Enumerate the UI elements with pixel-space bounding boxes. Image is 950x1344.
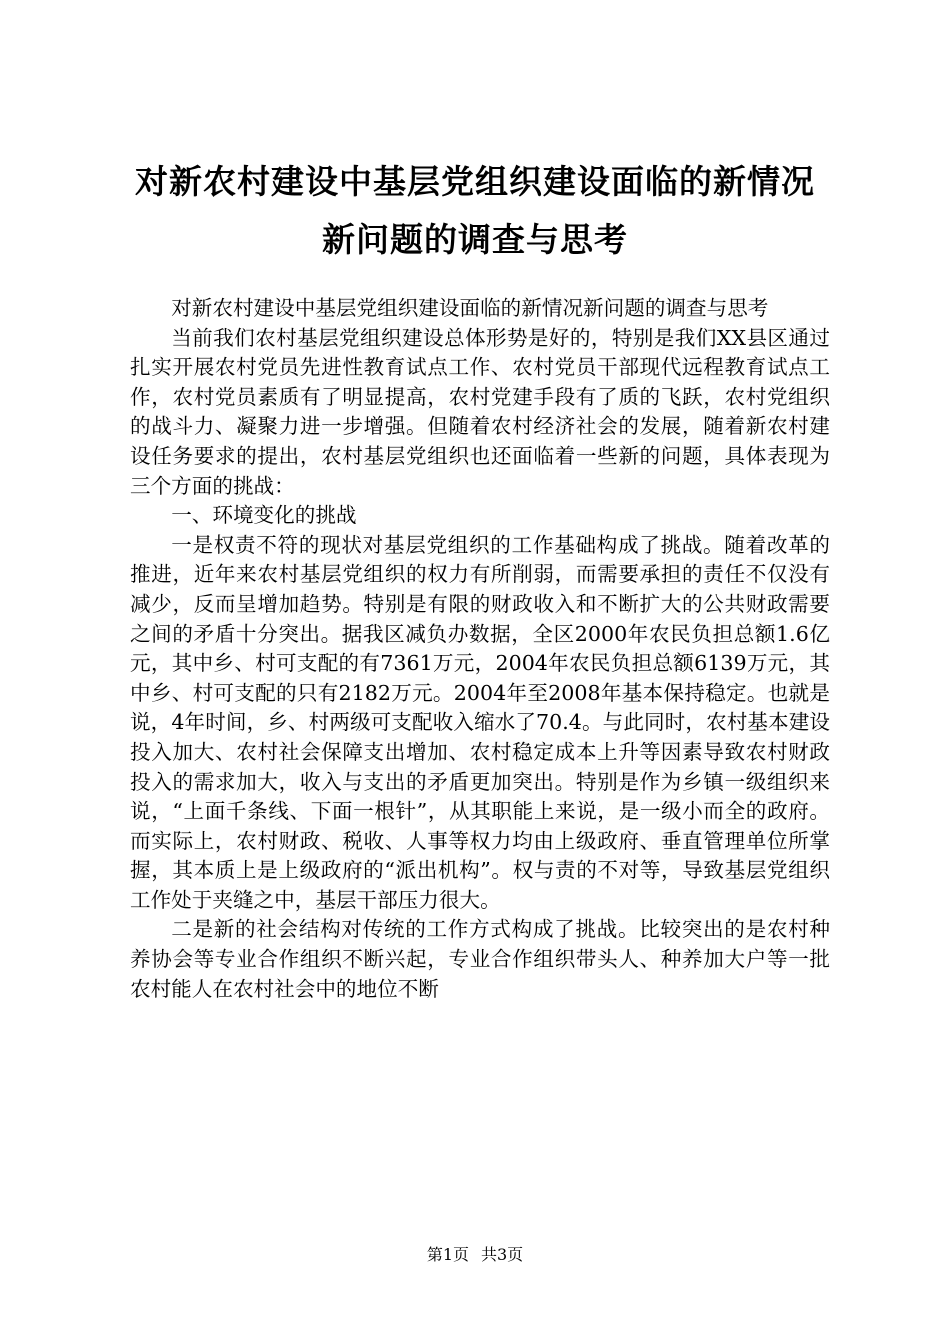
paragraph-point-two: 二是新的社会结构对传统的工作方式构成了挑战。比较突出的是农村种养协会等专业合作组织不断兴起，专业合作组织带头人、种养加大户等一批农村能人在农村社会中的地位不断 [130,917,830,1001]
paragraph-intro: 当前我们农村基层党组织建设总体形势是好的，特别是我们XX县区通过扎实开展农村党员先进性教育试点工作、农村党员干部现代远程教育试点工作，农村党员素质有了明显提高，农村党建手段有了质的飞跃，农村党组织的战斗力、凝聚力进一步增强。但随着农村经济社会的发展，随着新农村建设任务要求的提出，农村基层党组织也还面临着一些新的问题，具体表现为三个方面的挑战： [130,325,830,498]
document-title-line-1: 对新农村建设中基层党组织建设面临的新情况 [135,162,815,201]
document-title-line-2: 新问题的调查与思考 [322,220,628,259]
document-body [130,294,830,1004]
paragraph-point-one: 一是权责不符的现状对基层党组织的工作基础构成了挑战。随着改革的推进，近年来农村基层党组织的权力有所削弱，而需要承担的责任不仅没有减少，反而呈增加趋势。特别是有限的财政收入和不断扩大的公共财政需要之间的矛盾十分突出。据我区减负办数据，全区2000年农民负担总额1.6亿元，其中乡、村可支配的有7361万元，2004年农民负担总额6139万元，其中乡、村可支配的只有2182万元。2004年至2008年基本保持稳定。也就是说，4年时间，乡、村两级可支配收入缩水了70.4。与此同时，农村基本建设投入加大、农村社会保障支出增加、农村稳定成本上升等因素导致农村财政投入的需求加大，收入与支出的矛盾更加突出。特别是作为乡镇一级组织来说，“上面千条线、下面一根针”，从其职能上来说，是一级小而全的政府。而实际上，农村财政、税收、人事等权力均由上级政府、垂直管理单位所掌握，其本质上是上级政府的“派出机构”。权与责的不对等，导致基层党组织工作处于夹缝之中，基层干部压力很大。 [130,532,830,912]
page-number: 第1页 [426,1245,469,1264]
paragraph-repeated-title: 对新农村建设中基层党组织建设面临的新情况新问题的调查与思考 [171,296,769,320]
section-heading-environment: 一、环境变化的挑战 [171,503,357,528]
page-footer [0,1245,950,1265]
page-total: 共3页 [481,1245,524,1264]
